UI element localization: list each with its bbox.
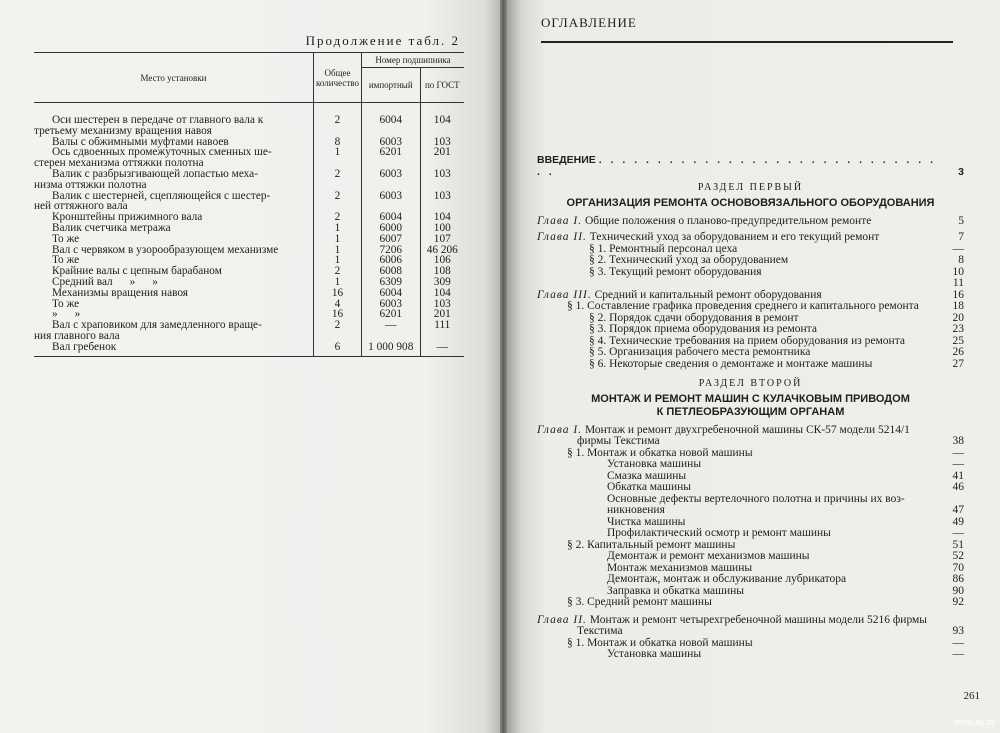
toc-entry: Обкатка машины 46: [607, 481, 964, 493]
toc-entry: § 1. Ремонтный персонал цеха —: [589, 242, 964, 255]
toc-entry: § 1. Монтаж и обкатка новой машины —: [567, 636, 964, 649]
toc-entry: Глава II. Монтаж и ремонт четырехгребеночной машины модели 5216 фирмы Текстима 93: [537, 613, 964, 637]
table-row: Механизмы вращения навоя 16 6004 104: [34, 288, 464, 299]
header-place: Место установки: [34, 53, 314, 103]
section-title: ОРГАНИЗАЦИЯ РЕМОНТА ОСНОВОВЯЗАЛЬНОГО ОБОРУДОВАНИЯ: [566, 196, 935, 209]
toc-entry: § 4. Технические требования на прием оборудования из ремонта 25: [589, 334, 964, 347]
table-row: То же 1 6006 106: [34, 255, 464, 266]
table-of-contents: [537, 155, 964, 661]
table-row: Валы с обжимными муфтами навоев 8 6003 103: [34, 137, 464, 148]
toc-entry: § 3. Средний ремонт машины 92: [567, 596, 964, 608]
table-row: Кронштейны прижимного вала 2 6004 104: [34, 212, 464, 223]
toc-entry: Заправка и обкатка машины 90: [607, 584, 964, 597]
toc-entry: Чистка машины 49: [607, 515, 964, 528]
watermark: www.ay.by: [953, 717, 996, 727]
page-number: 261: [963, 690, 980, 702]
toc-entry: § 5. Организация рабочего места ремонтника 26: [589, 346, 964, 358]
section-label: РАЗДЕЛ ПЕРВЫЙ: [697, 182, 804, 193]
toc-entry: Глава I. Монтаж и ремонт двухгребеночной машины СК-57 модели 5214/1 фирмы Текстима 38: [537, 423, 964, 447]
section-label: РАЗДЕЛ ВТОРОЙ: [698, 378, 803, 389]
table-row: То же 4 6003 103: [34, 299, 464, 310]
toc-entry: 11: [952, 277, 964, 289]
table-row: Валик счетчика метража 1 6000 100: [34, 223, 464, 234]
toc-entry: Глава I. Общие положения о планово-предупредительном ремонте 5: [537, 214, 964, 227]
table-row: Оси шестерен в передаче от главного вала к третьему механизму вращения навоя 2 6004 104: [34, 103, 464, 137]
table-row: Вал гребенок 6 1 000 908 —: [34, 342, 464, 356]
toc-entry: § 2. Капитальный ремонт машины 51: [567, 538, 964, 551]
table-row: Ось сдвоенных промежуточных сменных ше- стерен механизма оттяжки полотна 1 6201 201: [34, 147, 464, 169]
table-continuation-title: Продолжение табл. 2: [305, 33, 460, 48]
toc-entry: Монтаж механизмов машины 70: [607, 561, 964, 574]
heading-rule: [541, 41, 953, 43]
toc-entry: Профилактический осмотр и ремонт машины —: [607, 527, 964, 539]
toc-entry: § 2. Порядок сдачи оборудования в ремонт 20: [589, 311, 964, 324]
toc-entry: Основные дефекты вертелочного полотна и причины их возникновения 47: [607, 492, 964, 516]
toc-entry: Демонтаж, монтаж и обслуживание лубрикатора 86: [607, 573, 964, 585]
table-row: Вал с храповиком для замедленного враще- ния главного вала 2 — 111: [34, 320, 464, 342]
toc-entry: § 1. Составление графика проведения среднего и капитального ремонта 18: [567, 300, 964, 312]
toc-entry: Установка машины —: [607, 458, 964, 470]
bearing-table: [34, 52, 464, 357]
table-row: Средний вал » » 1 6309 309: [34, 277, 464, 288]
table-row: Крайние валы с цепным барабаном 2 6008 108: [34, 266, 464, 277]
toc-entry: § 3. Порядок приема оборудования из ремонта 23: [589, 323, 964, 335]
table-row: Валик с разбрызгивающей лопастью меха- низма оттяжки полотна 2 6003 103: [34, 169, 464, 191]
toc-entry: Смазка машины 41: [607, 469, 964, 482]
toc-entry: § 6. Некоторые сведения о демонтаже и монтаже машины 27: [589, 357, 964, 370]
toc-heading: ОГЛАВЛЕНИЕ: [541, 15, 637, 30]
toc-entry: § 2. Технический уход за оборудованием 8: [589, 254, 964, 266]
toc-entry-intro: ВВЕДЕНИЕ . . . . . . . . . . . . . . . . . . . . . . . . . . . . . . . 3: [537, 154, 964, 178]
book-gutter: [500, 0, 507, 733]
toc-entry: § 3. Текущий ремонт оборудования 10: [589, 265, 964, 278]
header-total: Общее количество: [314, 53, 362, 103]
header-bearing-number: Номер подшипника: [361, 53, 464, 68]
table-row: » » 16 6201 201: [34, 309, 464, 320]
table-row: Вал с червяком в узорообразующем механизме 1 7206 46 206: [34, 245, 464, 256]
toc-entry: Демонтаж и ремонт механизмов машины 52: [607, 550, 964, 562]
table-row: То же 1 6007 107: [34, 234, 464, 245]
section-title: МОНТАЖ И РЕМОНТ МАШИН С КУЛАЧКОВЫМ ПРИВОДОМ К ПЕТЛЕОБРАЗУЮЩИМ ОРГАНАМ: [591, 392, 910, 418]
toc-entry: Глава III. Средний и капитальный ремонт оборудования 16: [537, 288, 964, 301]
header-imported: импортный: [361, 68, 420, 103]
header-gost: по ГОСТ: [420, 68, 464, 103]
toc-entry: Установка машины —: [607, 648, 964, 660]
table-row: Валик с шестерней, сцепляющейся с шестер- ней оттяжного вала 2 6003 103: [34, 191, 464, 213]
toc-entry: Глава II. Технический уход за оборудованием и его текущий ремонт 7: [537, 231, 964, 243]
toc-entry: § 1. Монтаж и обкатка новой машины —: [567, 446, 964, 459]
right-page: [507, 0, 1000, 733]
